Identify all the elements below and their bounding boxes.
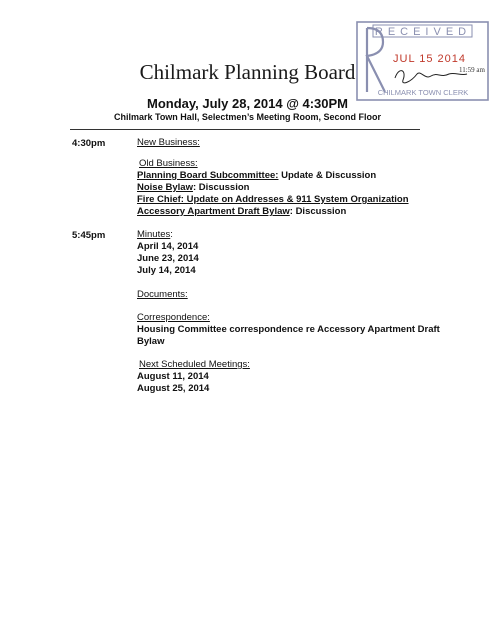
correspondence-heading: Correspondence: (137, 312, 210, 323)
minutes-date: July 14, 2014 (137, 265, 196, 276)
header-divider (70, 129, 420, 130)
minutes-date: April 14, 2014 (137, 241, 199, 252)
documents-heading: Documents: (137, 289, 188, 300)
time-slot-2: 5:45pm (72, 230, 106, 241)
correspondence-item: Housing Committee correspondence re Accessory Apartment Draft (137, 324, 440, 335)
minutes-heading: Minutes (137, 229, 171, 240)
meeting-date: Monday, July 28, 2014 @ 4:30PM (146, 96, 349, 111)
agenda-item-subcommittee (137, 170, 376, 182)
old-business-heading: Old Business: (139, 158, 198, 169)
agenda-item-accessory-apartment (137, 206, 346, 218)
stamp-time-note: 11:59 am (459, 66, 485, 74)
agenda-item-accessory-apartment-label: Accessory Apartment Draft Bylaw (137, 206, 290, 217)
minutes-colon: : (170, 229, 173, 240)
page-title: Chilmark Planning Board (139, 60, 356, 84)
time-slot-1: 4:30pm (72, 138, 106, 149)
next-meeting-date: August 25, 2014 (137, 383, 210, 394)
correspondence-item-continued: Bylaw (137, 336, 165, 347)
agenda-item-accessory-apartment-detail: : Discussion (289, 206, 347, 217)
old-business-heading-wrap (137, 158, 198, 170)
agenda-item-subcommittee-detail: Update & Discussion (278, 170, 377, 181)
agenda-item-noise-bylaw-detail: : Discussion (192, 182, 250, 193)
stamp-office: CHILMARK TOWN CLERK (377, 88, 469, 97)
stamp-received-text: RECEIVED (374, 26, 472, 38)
stamp-date: JUL 15 2014 (393, 53, 466, 65)
next-meeting-date: August 11, 2014 (137, 371, 209, 382)
agenda-item-noise-bylaw (137, 182, 249, 194)
agenda-item-fire-chief: Fire Chief: Update on Addresses & 911 System Organization (137, 194, 409, 205)
agenda-item-subcommittee-label: Planning Board Subcommittee: (137, 170, 279, 181)
next-meetings-heading: Next Scheduled Meetings: (139, 359, 250, 370)
minutes-heading-wrap (137, 229, 173, 241)
agenda-item-noise-bylaw-label: Noise Bylaw (137, 182, 193, 193)
new-business-heading: New Business: (137, 137, 200, 148)
minutes-date: June 23, 2014 (137, 253, 199, 264)
next-meetings-heading-wrap (137, 359, 250, 371)
meeting-location: Chilmark Town Hall, Selectmen’s Meeting Room, Second Floor (113, 112, 382, 122)
